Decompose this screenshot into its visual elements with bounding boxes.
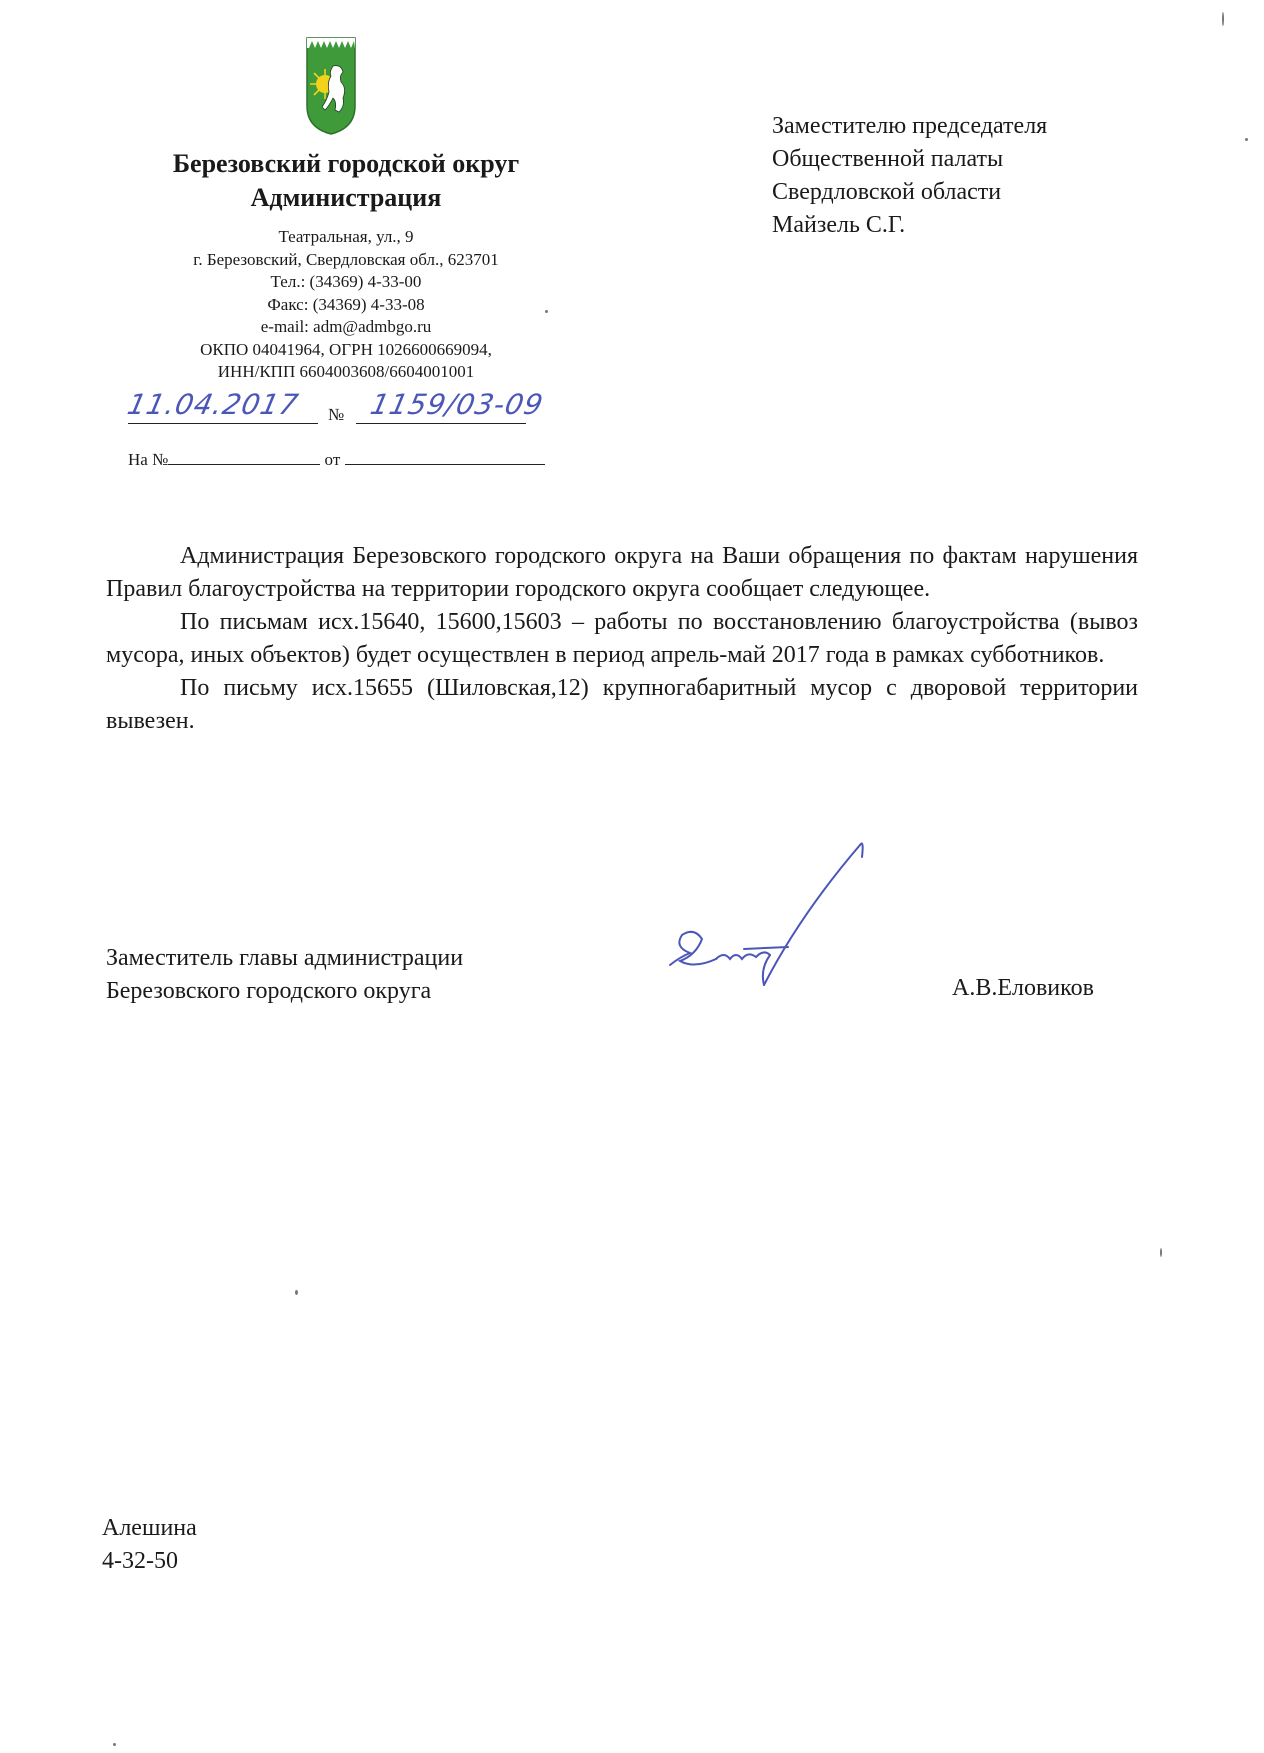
addressee-line: Общественной палаты: [772, 146, 1004, 172]
inn-kpp: ИНН/КПП 6604003608/6604001001: [217, 362, 475, 381]
scan-speck: [295, 1290, 298, 1295]
reference-date-label: от: [324, 450, 341, 469]
reference-date-blank: [345, 448, 545, 465]
reference-number-blank: [168, 448, 320, 465]
executor-block: [102, 1512, 197, 1578]
executor-phone: 4-32-50: [102, 1548, 178, 1574]
body-paragraph: По письмам исх.15640, 15600,15603 – работы по восстановлению благоустройства (вывоз мусора, иных объектов) будет осуществлен в период апрель-май 2017 года в рамках субботников.: [106, 609, 1138, 668]
addressee-line: Заместителю председателя: [772, 113, 1048, 139]
scan-speck: [1222, 12, 1224, 26]
phone-number: Тел.: (34369) 4-33-00: [270, 272, 422, 291]
organization-name: [100, 147, 592, 215]
handwritten-signature-icon: [660, 835, 900, 995]
registration-date: 11.04.2017: [124, 388, 302, 421]
signer-name: А.В.Еловиков: [952, 975, 1094, 1001]
scan-speck: [1245, 138, 1248, 141]
signatory-position-line: Березовского городского округа: [106, 978, 432, 1004]
organization-subtitle: Администрация: [250, 183, 442, 212]
registration-number-label: №: [328, 405, 345, 424]
body-paragraph: По письму исх.15655 (Шиловская,12) крупногабаритный мусор с дворовой территории вывезен.: [106, 675, 1138, 734]
reference-line: [128, 448, 545, 470]
number-underline: [356, 423, 526, 424]
signatory-position: [106, 942, 463, 1008]
scan-speck: [113, 1743, 116, 1746]
reference-number-label: На №: [128, 450, 169, 469]
organization-contacts: [100, 226, 592, 384]
address-street: Театральная, ул., 9: [278, 227, 414, 246]
registration-number: 1159/03-09: [367, 388, 547, 421]
coat-of-arms-icon: [305, 36, 357, 136]
addressee-line: Свердловской области: [772, 179, 1002, 205]
organization-title: Березовский городской округ: [172, 149, 520, 178]
executor-name: Алешина: [102, 1515, 197, 1541]
email-address: e-mail: adm@admbgo.ru: [260, 317, 432, 336]
letter-body: [106, 540, 1138, 738]
addressee-name: Майзель С.Г.: [772, 212, 906, 238]
fax-number: Факс: (34369) 4-33-08: [267, 294, 425, 314]
date-underline: [128, 423, 318, 424]
registration-line: [124, 388, 588, 428]
okpo-ogrn: ОКПО 04041964, ОГРН 1026600669094,: [200, 339, 492, 359]
address-city: г. Березовский, Свердловская обл., 623701: [193, 249, 499, 269]
signatory-position-line: Заместитель главы администрации: [106, 945, 464, 971]
body-paragraph: Администрация Березовского городского округа на Ваши обращения по фактам нарушения Правил благоустройства на территории городского округа сообщает следующее.: [106, 543, 1138, 602]
scan-speck: [545, 310, 548, 313]
scan-speck: [1160, 1248, 1162, 1257]
addressee-block: [772, 110, 1172, 242]
